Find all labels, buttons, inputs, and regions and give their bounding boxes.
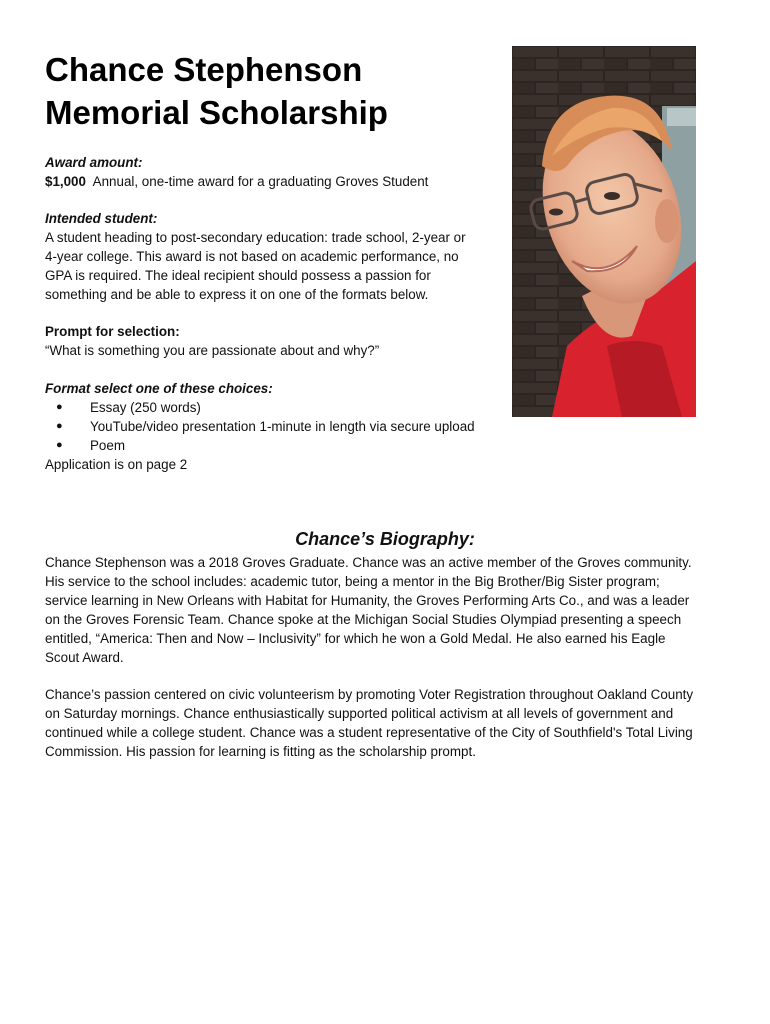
bullet-icon: ● <box>56 439 63 451</box>
format-heading: Format select one of these choices: <box>45 381 273 396</box>
award-amount: $1,000 <box>45 174 86 189</box>
award-heading: Award amount: <box>45 155 143 170</box>
application-note: Application is on page 2 <box>45 457 188 472</box>
prompt-section <box>45 322 495 360</box>
bio-line: His service to the school includes: academic tutor, being a mentor in the Big Brother/Big Sister program; <box>45 574 660 589</box>
bullet-icon: ● <box>56 420 63 432</box>
bio-line: Chance’s passion centered on civic volunteerism by promoting Voter Registration throughout Oakland County <box>45 687 694 702</box>
title-line-2: Memorial Scholarship <box>45 94 388 131</box>
award-section <box>45 153 495 191</box>
biography-heading: Chance’s Biography: <box>295 529 475 549</box>
prompt-heading: Prompt for selection: <box>45 324 180 339</box>
award-description: Annual, one-time award for a graduating Groves Student <box>92 174 429 189</box>
bio-line: continued while a college student. Chance was a student representative of the City of Southfield's Total Living <box>45 725 693 740</box>
bio-line: Commission. His passion for learning is fitting as the scholarship prompt. <box>45 744 476 759</box>
biography-paragraph-2 <box>45 685 735 761</box>
list-item: ● YouTube/video presentation 1-minute in length via secure upload <box>56 419 475 434</box>
intended-line: A student heading to post-secondary education: trade school, 2-year or <box>45 230 466 245</box>
biography-paragraph-1 <box>45 553 735 667</box>
bio-line: Chance Stephenson was a 2018 Groves Graduate. Chance was an active member of the Groves community. <box>45 555 692 570</box>
prompt-text: “What is something you are passionate about and why?” <box>45 343 380 358</box>
bio-line: on Saturday mornings. Chance enthusiastically supported political activism at all levels of government and <box>45 706 674 721</box>
bio-line: Scout Award. <box>45 650 124 665</box>
intended-line: GPA is required. The ideal recipient should possess a passion for <box>45 268 431 283</box>
intended-section <box>45 209 495 304</box>
intended-line: something and be able to express it on one of the formats below. <box>45 287 429 302</box>
list-item: ● Essay (250 words) <box>56 400 201 415</box>
page-title <box>45 48 485 134</box>
bio-line: service learning in New Orleans with Habitat for Humanity, the Groves Performing Arts Co., and was a leader <box>45 593 690 608</box>
bullet-icon: ● <box>56 401 63 413</box>
bio-line: entitled, “America: Then and Now – Inclusivity” for which he won a Gold Medal. He also earned his Eagle <box>45 631 666 646</box>
format-section <box>45 379 495 474</box>
bio-line: on the Groves Forensic Team. Chance spoke at the Michigan Social Studies Olympiad presenting a speech <box>45 612 682 627</box>
portrait-photo <box>512 46 696 417</box>
intended-heading: Intended student: <box>45 211 158 226</box>
intended-line: 4-year college. This award is not based on academic performance, no <box>45 249 459 264</box>
title-line-1: Chance Stephenson <box>45 51 363 88</box>
award-line <box>45 172 495 191</box>
list-item: ● Poem <box>56 438 125 453</box>
format-choices-list <box>45 398 495 455</box>
